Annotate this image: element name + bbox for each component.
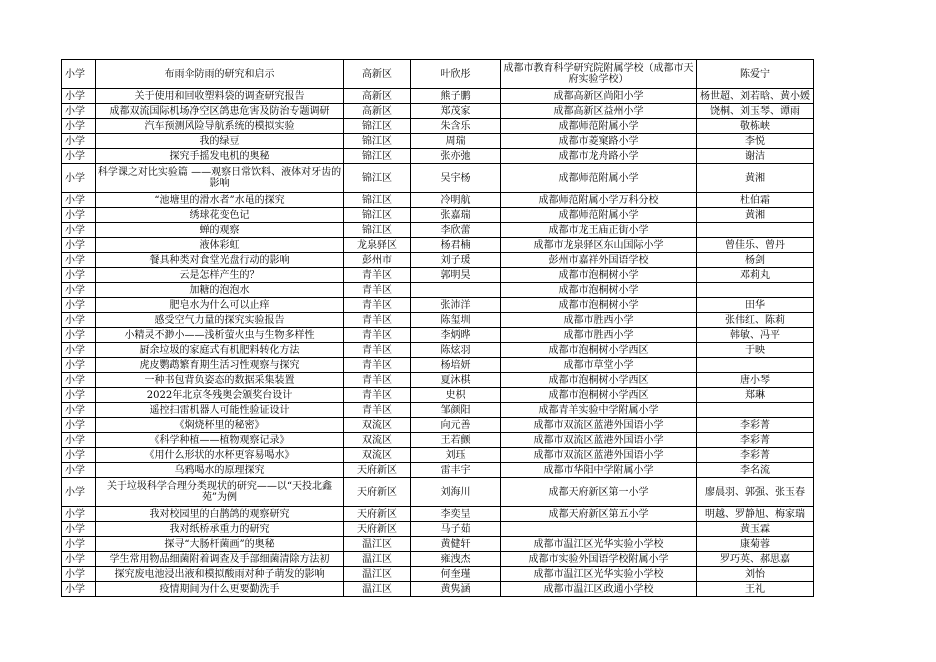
cell-school: 成都市温江区政通小学校 [501,582,697,597]
cell-school: 成都市胜西小学 [501,313,697,328]
cell-title: 2022年北京冬残奥会颁奖台设计 [96,388,344,403]
cell-level: 小学 [62,149,96,164]
cell-district: 天府新区 [344,507,411,522]
cell-district: 锦江区 [344,134,411,149]
cell-title: 探究废电池浸出液和模拟酸雨对种子萌发的影响 [96,567,344,582]
cell-level: 小学 [62,164,96,193]
table-row [62,149,814,164]
cell-school: 成都市菱窠路小学 [501,134,697,149]
cell-level: 小学 [62,403,96,418]
cell-level: 小学 [62,358,96,373]
cell-title: 肥皂水为什么可以止痒 [96,298,344,313]
table-row [62,223,814,238]
cell-district: 温江区 [344,537,411,552]
cell-school: 成都市泡桐树小学 [501,283,697,298]
table-row [62,60,814,89]
cell-student: 张嘉瑞 [411,208,501,223]
cell-student: 郭明昊 [411,268,501,283]
table-row [62,238,814,253]
results-table [61,59,814,597]
cell-district: 锦江区 [344,208,411,223]
cell-district: 青羊区 [344,283,411,298]
cell-title: 液体彩虹 [96,238,344,253]
table-row [62,104,814,119]
cell-district: 青羊区 [344,298,411,313]
cell-level: 小学 [62,478,96,507]
cell-student: 郑茂家 [411,104,501,119]
cell-school: 成都天府新区第五小学 [501,507,697,522]
cell-school: 成都青羊实验中学附属小学 [501,403,697,418]
cell-teacher: 谢洁 [697,149,814,164]
cell-teacher: 李彩菁 [697,433,814,448]
cell-student: 杨君楠 [411,238,501,253]
cell-title: “池塘里的滑水者”水黾的探究 [96,193,344,208]
cell-teacher: 饶桐、刘玉琴、谭雨 [697,104,814,119]
cell-teacher: 杨剑 [697,253,814,268]
cell-school: 成都市双流区蓝港外国语小学 [501,448,697,463]
cell-district: 锦江区 [344,149,411,164]
cell-school: 成都市教育科学研究院附属学校（成都市天府实验学校） [501,60,697,89]
cell-teacher: 曾佳乐、曾丹 [697,238,814,253]
cell-district: 青羊区 [344,373,411,388]
cell-level: 小学 [62,373,96,388]
cell-title: 成都双流国际机场净空区鸽患危害及防治专题调研 [96,104,344,119]
cell-teacher: 刘怡 [697,567,814,582]
cell-teacher [697,223,814,238]
cell-teacher: 邓莉丸 [697,268,814,283]
cell-school: 成都市泡桐树小学 [501,268,697,283]
cell-title: 绣球花变色记 [96,208,344,223]
cell-level: 小学 [62,104,96,119]
cell-student: 王若颤 [411,433,501,448]
cell-teacher [697,283,814,298]
cell-title: 厨余垃圾的家庭式有机肥料转化方法 [96,343,344,358]
cell-teacher: 陈爱宁 [697,60,814,89]
cell-school: 成都市华阳中学附属小学 [501,463,697,478]
cell-title: 蝉的观察 [96,223,344,238]
cell-title: 一种书包背负姿态的数据采集装置 [96,373,344,388]
cell-level: 小学 [62,433,96,448]
cell-school: 成都市泡桐树小学 [501,298,697,313]
table-row [62,268,814,283]
cell-student: 叶欣彤 [411,60,501,89]
cell-school: 成都市实验外国语学校附属小学 [501,552,697,567]
cell-level: 小学 [62,119,96,134]
cell-title: 虎皮鹦鹉繁育期生活习性观察与探究 [96,358,344,373]
cell-school: 成都高新区益州小学 [501,104,697,119]
table-row [62,253,814,268]
table-row [62,522,814,537]
table-row [62,328,814,343]
cell-teacher: 郑琳 [697,388,814,403]
cell-title: 《用什么形状的水杯更容易喝水》 [96,448,344,463]
cell-student: 杨培妍 [411,358,501,373]
cell-student: 雍洩杰 [411,552,501,567]
cell-district: 双流区 [344,433,411,448]
cell-district: 天府新区 [344,463,411,478]
cell-school: 成都市温江区光华实验小学校 [501,537,697,552]
table-row [62,567,814,582]
cell-title: 我对纸桥承重力的研究 [96,522,344,537]
cell-district: 双流区 [344,418,411,433]
cell-school: 成都市龙王庙正街小学 [501,223,697,238]
cell-title: 科学课之对比实验篇 ——观察日常饮料、液体对牙齿的影响 [96,164,344,193]
table-row [62,283,814,298]
cell-student: 雷丰宇 [411,463,501,478]
cell-title: 我对校园里的白鹊鸽的观察研究 [96,507,344,522]
table-row [62,463,814,478]
cell-level: 小学 [62,134,96,149]
cell-student: 夏沐棋 [411,373,501,388]
cell-school: 成都师范附属小学 [501,208,697,223]
cell-level: 小学 [62,418,96,433]
cell-student: 张亦弛 [411,149,501,164]
cell-student: 李炳晔 [411,328,501,343]
table-row [62,388,814,403]
cell-student: 史枳 [411,388,501,403]
table-row [62,89,814,104]
cell-district: 天府新区 [344,522,411,537]
cell-district: 温江区 [344,552,411,567]
cell-student: 周瑞 [411,134,501,149]
cell-school: 成都市泡桐树小学西区 [501,343,697,358]
table-row [62,537,814,552]
cell-teacher: 黄湘 [697,208,814,223]
cell-title: 《焖烧杯里的秘密》 [96,418,344,433]
cell-school [501,522,697,537]
table-row [62,358,814,373]
table-row [62,298,814,313]
cell-level: 小学 [62,343,96,358]
cell-school: 成都市双流区蓝港外国语小学 [501,418,697,433]
cell-level: 小学 [62,208,96,223]
cell-district: 锦江区 [344,164,411,193]
cell-teacher: 罗巧英、郝思嘉 [697,552,814,567]
table-row [62,313,814,328]
cell-school: 成都市泡桐树小学西区 [501,388,697,403]
cell-student: 李欣蕾 [411,223,501,238]
cell-teacher: 李彩菁 [697,448,814,463]
cell-title: 感受空气力量的探究实验报告 [96,313,344,328]
cell-district: 高新区 [344,89,411,104]
table-row [62,208,814,223]
cell-school: 成都市胜西小学 [501,328,697,343]
cell-teacher: 明越、罗静旭、梅家瑞 [697,507,814,522]
cell-level: 小学 [62,552,96,567]
cell-title: 云是怎样产生的？ [96,268,344,283]
cell-level: 小学 [62,507,96,522]
cell-teacher: 李彩菁 [697,418,814,433]
cell-student: 黄隽涵 [411,582,501,597]
cell-level: 小学 [62,328,96,343]
cell-level: 小学 [62,238,96,253]
table-row [62,433,814,448]
cell-level: 小学 [62,463,96,478]
cell-teacher: 王礼 [697,582,814,597]
table-row [62,478,814,507]
cell-student [411,283,501,298]
table-body [62,60,814,597]
cell-district: 龙泉驿区 [344,238,411,253]
cell-student: 黄健轩 [411,537,501,552]
cell-level: 小学 [62,567,96,582]
cell-level: 小学 [62,268,96,283]
cell-student: 刘海川 [411,478,501,507]
cell-student: 吴宇杨 [411,164,501,193]
cell-teacher: 张伟红、陈莉 [697,313,814,328]
cell-level: 小学 [62,388,96,403]
cell-student: 陈炫羽 [411,343,501,358]
cell-district: 青羊区 [344,358,411,373]
cell-district: 温江区 [344,567,411,582]
cell-student: 冷明航 [411,193,501,208]
cell-teacher: 杜伯霜 [697,193,814,208]
cell-level: 小学 [62,223,96,238]
cell-title: 探寻“大肠杆菌画”的奥秘 [96,537,344,552]
cell-student: 邹颜阳 [411,403,501,418]
cell-title: 餐具种类对食堂光盘行动的影响 [96,253,344,268]
cell-district: 青羊区 [344,343,411,358]
cell-title: 加糖的泡泡水 [96,283,344,298]
cell-title: 我的绿豆 [96,134,344,149]
cell-teacher: 黄玉霖 [697,522,814,537]
cell-title: 小精灵不渺小——浅析萤火虫与生物多样性 [96,328,344,343]
cell-district: 高新区 [344,104,411,119]
cell-district: 彭州市 [344,253,411,268]
cell-district: 青羊区 [344,328,411,343]
cell-level: 小学 [62,582,96,597]
cell-level: 小学 [62,60,96,89]
table-row [62,507,814,522]
cell-student: 何奎瑾 [411,567,501,582]
cell-teacher: 韩敏、冯平 [697,328,814,343]
table-row [62,164,814,193]
cell-district: 高新区 [344,60,411,89]
cell-title: 关于垃圾科学合理分类现状的研究——以“天投北鑫苑”为例 [96,478,344,507]
cell-district: 青羊区 [344,268,411,283]
cell-title: 关于使用和回收塑料袋的调查研究报告 [96,89,344,104]
cell-level: 小学 [62,283,96,298]
cell-teacher: 廖晨羽、郭强、张玉春 [697,478,814,507]
table-row [62,193,814,208]
cell-student: 刘子瑗 [411,253,501,268]
cell-school: 成都市龙泉驿区东山国际小学 [501,238,697,253]
table-row [62,448,814,463]
cell-district: 双流区 [344,448,411,463]
cell-title: 探究手摇发电机的奥秘 [96,149,344,164]
cell-student: 李奕呈 [411,507,501,522]
cell-school: 成都市温江区光华实验小学校 [501,567,697,582]
cell-school: 成都市草堂小学 [501,358,697,373]
cell-level: 小学 [62,253,96,268]
cell-title: 汽车预测风险导航系统的模拟实验 [96,119,344,134]
table-row [62,552,814,567]
table-row [62,134,814,149]
cell-school: 成都市双流区蓝港外国语小学 [501,433,697,448]
cell-teacher: 李名流 [697,463,814,478]
cell-school: 成都市龙舟路小学 [501,149,697,164]
cell-student: 张沛洋 [411,298,501,313]
cell-title: 疫情期间为什么更要勤洗手 [96,582,344,597]
cell-teacher: 李悦 [697,134,814,149]
cell-teacher: 田华 [697,298,814,313]
cell-teacher: 杨世超、刘若晗、黄小媛 [697,89,814,104]
cell-district: 锦江区 [344,119,411,134]
table-row [62,418,814,433]
cell-district: 青羊区 [344,313,411,328]
table-row [62,403,814,418]
cell-title: 遥控扫雷机器人可能性验证设计 [96,403,344,418]
cell-teacher: 黄湘 [697,164,814,193]
table-row [62,373,814,388]
cell-title: 布雨伞防雨的研究和启示 [96,60,344,89]
cell-school: 成都高新区尚阳小学 [501,89,697,104]
cell-district: 青羊区 [344,388,411,403]
cell-student: 马子茹 [411,522,501,537]
cell-teacher: 唐小琴 [697,373,814,388]
cell-school: 成都师范附属小学万科分校 [501,193,697,208]
cell-teacher: 敬栋峡 [697,119,814,134]
cell-school: 成都市泡桐树小学西区 [501,373,697,388]
cell-student: 朱含乐 [411,119,501,134]
cell-district: 天府新区 [344,478,411,507]
cell-level: 小学 [62,537,96,552]
cell-level: 小学 [62,298,96,313]
cell-teacher [697,403,814,418]
cell-school: 成都师范附属小学 [501,119,697,134]
cell-district: 青羊区 [344,403,411,418]
cell-level: 小学 [62,313,96,328]
cell-school: 成都天府新区第一小学 [501,478,697,507]
table-row [62,582,814,597]
table-row [62,343,814,358]
cell-student: 刘珏 [411,448,501,463]
cell-teacher: 康菊蓉 [697,537,814,552]
cell-level: 小学 [62,522,96,537]
cell-level: 小学 [62,89,96,104]
cell-teacher [697,358,814,373]
cell-level: 小学 [62,193,96,208]
cell-title: 乌鸦喝水的原理探究 [96,463,344,478]
cell-student: 陈玺圳 [411,313,501,328]
cell-teacher: 于映 [697,343,814,358]
cell-school: 彭州市嘉祥外国语学校 [501,253,697,268]
cell-district: 锦江区 [344,193,411,208]
cell-title: 《科学种植——植物观察记录》 [96,433,344,448]
cell-school: 成都师范附属小学 [501,164,697,193]
cell-student: 熊子鹏 [411,89,501,104]
cell-level: 小学 [62,448,96,463]
cell-student: 向元善 [411,418,501,433]
table-row [62,119,814,134]
cell-title: 学生常用物品细菌附着调查及手部细菌清除方法初 [96,552,344,567]
cell-district: 锦江区 [344,223,411,238]
cell-district: 温江区 [344,582,411,597]
